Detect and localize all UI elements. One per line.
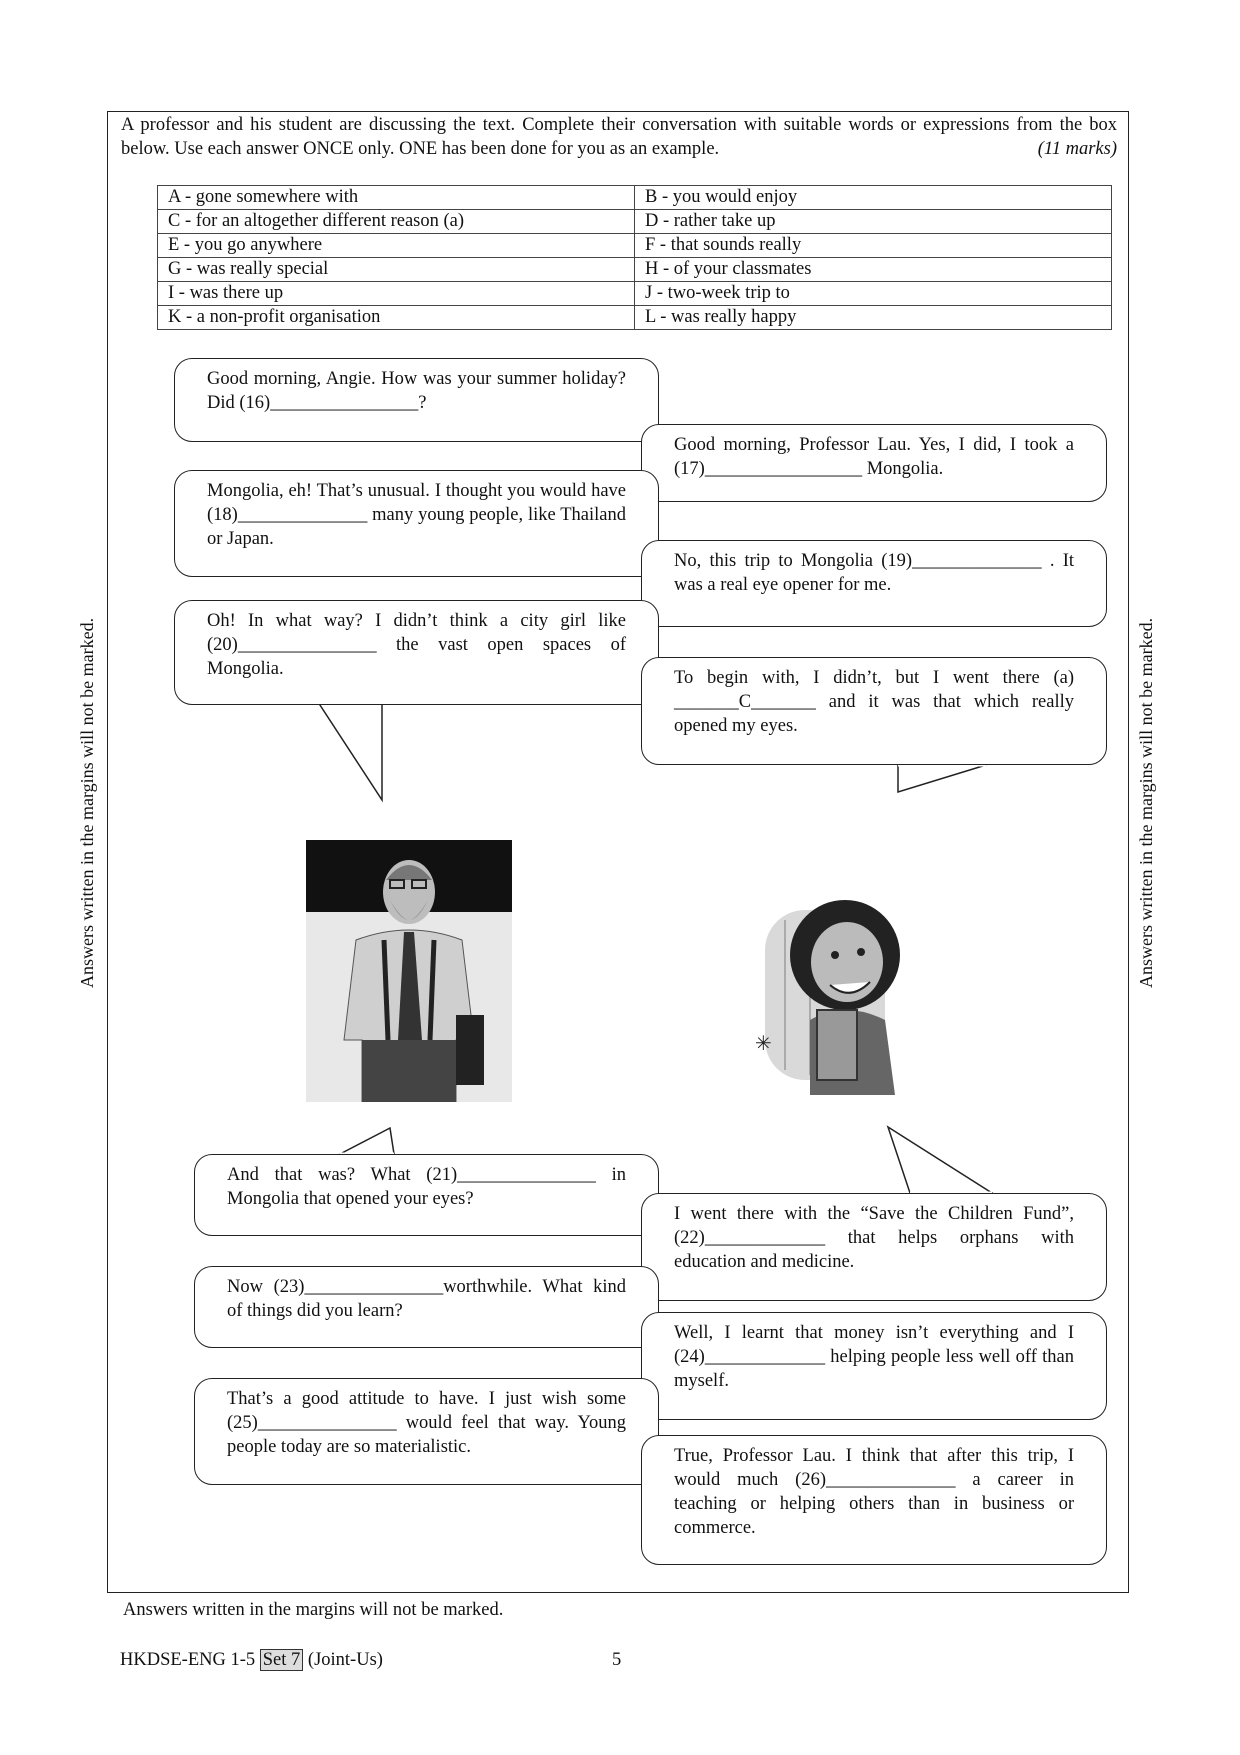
bubble-25: That’s a good attitude to have. I just wish some (25)_______________ would feel that way. Young people today are so materialistic. (194, 1378, 659, 1485)
student-tail-lower (888, 1127, 992, 1193)
bubble-a-example: To begin with, I didn’t, but I went there (a) _______C_______ and it was that which really opened my eyes. (641, 657, 1107, 765)
bubble-23: Now (23)_______________worthwhile. What kind of things did you learn? (194, 1266, 659, 1348)
bubble-26: True, Professor Lau. I think that after this trip, I would much (26)______________ a career in teaching or helping others than in business or commerce. (641, 1435, 1107, 1565)
professor-tail-upper (318, 702, 382, 800)
svg-text:✳: ✳ (755, 1031, 772, 1055)
answer-option: J - two-week trip to (635, 282, 1112, 306)
answer-option: D - rather take up (635, 210, 1112, 234)
bubble-17: Good morning, Professor Lau. Yes, I did, I took a (17)_________________ Mongolia. (641, 424, 1107, 502)
right-margin-note: Answers written in the margins will not be marked. (1136, 617, 1156, 988)
bubble-18: Mongolia, eh! That’s unusual. I thought you would have (18)______________ many young people, like Thailand or Japan. (174, 470, 659, 577)
footer-code-post: (Joint-Us) (307, 1650, 383, 1670)
student-tail-upper (898, 765, 986, 792)
footer-set-box: Set 7 (260, 1649, 304, 1671)
professor-tail-lower (340, 1128, 394, 1154)
bubble-21: And that was? What (21)_______________ in Mongolia that opened your eyes? (194, 1154, 659, 1236)
left-margin-note: Answers written in the margins will not be marked. (77, 617, 97, 988)
answer-option: K - a non-profit organisation (158, 306, 635, 330)
bubble-19: No, this trip to Mongolia (19)______________ . It was a real eye opener for me. (641, 540, 1107, 627)
bubble-24: Well, I learnt that money isn’t everything and I (24)_____________ helping people less well off than myself. (641, 1312, 1107, 1420)
bubble-20: Oh! In what way? I didn’t think a city girl like (20)_______________ the vast open spaces of Mongolia. (174, 600, 659, 705)
footer-code (120, 1650, 383, 1671)
marks-label: (11 marks) (1037, 139, 1117, 159)
answer-option: H - of your classmates (635, 258, 1112, 282)
answer-option: G - was really special (158, 258, 635, 282)
student-illustration (755, 890, 925, 1100)
footer-code-pre: HKDSE-ENG 1-5 (120, 1650, 256, 1670)
page-number: 5 (612, 1650, 622, 1670)
bottom-margin-note: Answers written in the margins will not be marked. (123, 1600, 504, 1620)
answer-option: E - you go anywhere (158, 234, 635, 258)
bubble-22: I went there with the “Save the Children Fund”, (22)_____________ that helps orphans with education and medicine. (641, 1193, 1107, 1301)
answer-option: B - you would enjoy (635, 186, 1112, 210)
instructions-text: A professor and his student are discussing the text. Complete their conversation with suitable words or expressions from the box below. Use each answer ONCE only. ONE has been done for you as an example. (121, 115, 1117, 159)
professor-illustration (306, 840, 512, 1102)
bubble-16: Good morning, Angie. How was your summer holiday? Did (16)________________? (174, 358, 659, 442)
answer-option: A - gone somewhere with (158, 186, 635, 210)
answer-option: I - was there up (158, 282, 635, 306)
answer-option: C - for an altogether different reason (a) (158, 210, 635, 234)
answer-option: F - that sounds really (635, 234, 1112, 258)
answer-option: L - was really happy (635, 306, 1112, 330)
